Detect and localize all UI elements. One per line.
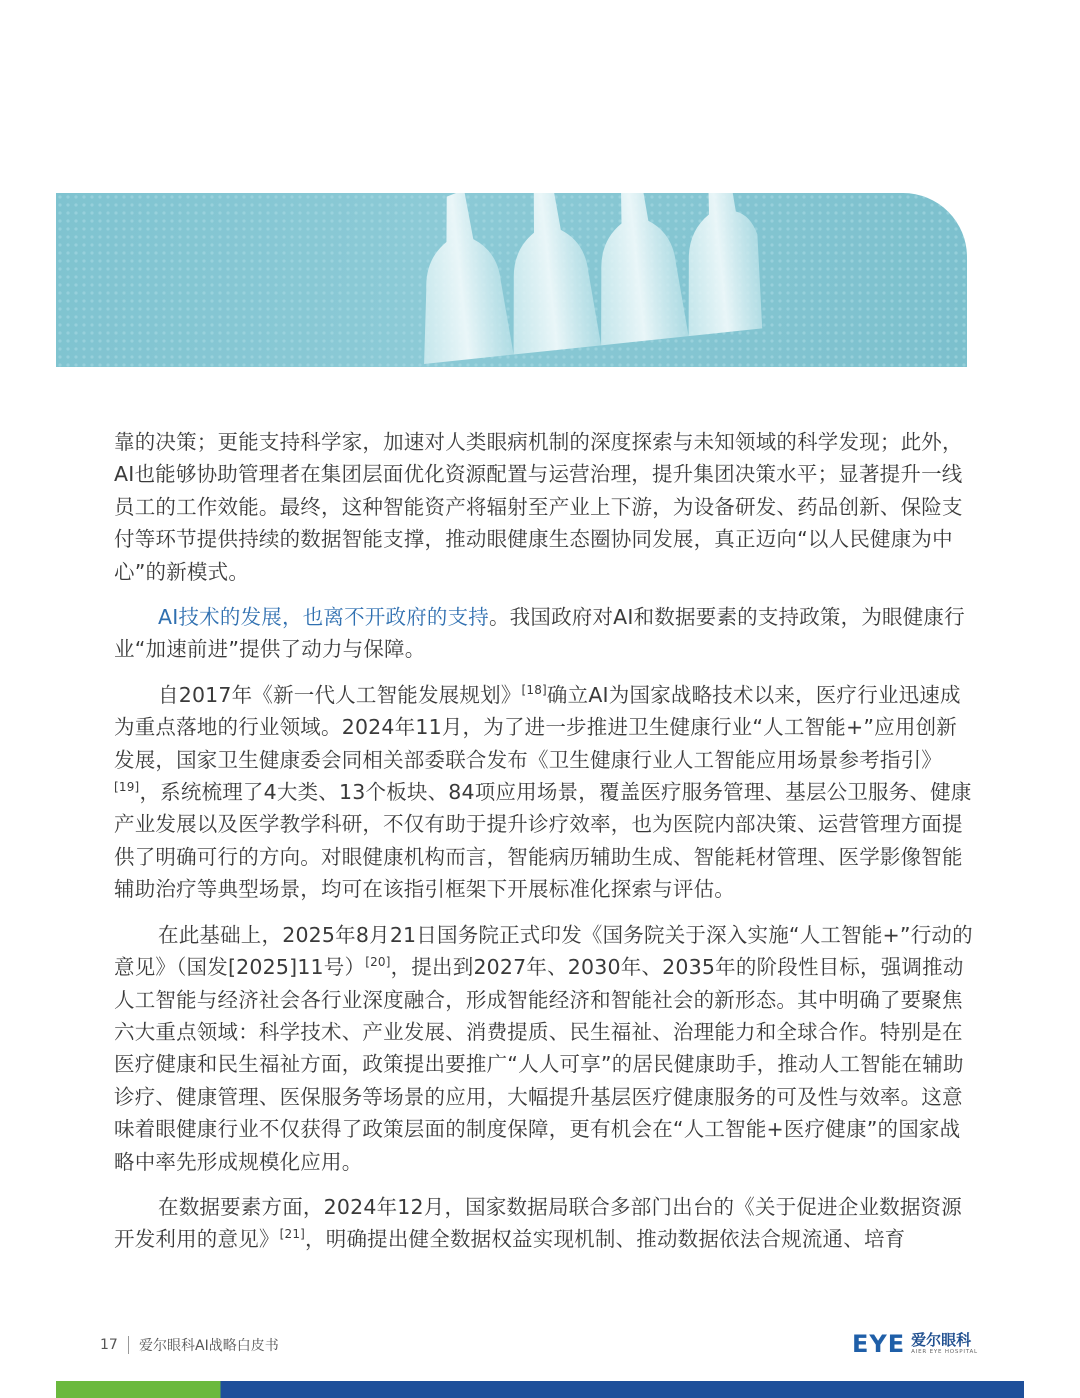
text-segment: ，系统梳理了4大类、13个板块、84项应用场景，覆盖医疗服务管理、基层公卫服务、健康产业发展以及医学教学科研，不仅有助于提升诊疗效率，也为医院内部决策、运营管理方面提供了明确可行的方向。对眼健康机构而言，智能病历辅助生成、智能耗材管理、医学影像智能辅助治疗等典型场景，均可在该指引框架下开展标准化探索与评估。 [114, 780, 972, 902]
hero-image-eye-drop-vials [56, 193, 967, 367]
text-segment: 自2017年《新一代人工智能发展规划》 [158, 682, 522, 707]
vials-illustration [56, 193, 967, 367]
text-segment: 在数据要素方面，2024年12月，国家数据局联合多部门出台的《关于促进企业数据资源开发利用的意见》 [114, 1194, 962, 1252]
page-footer [100, 1333, 279, 1357]
paragraph [114, 679, 974, 906]
text-segment: ，明确提出健全数据权益实现机制、推动数据依法合规流通、培育 [305, 1227, 906, 1252]
aier-eye-logo [852, 1330, 978, 1358]
logo-name-en: AIER EYE HOSPITAL [911, 1349, 978, 1355]
document-title: 爱尔眼科AI战略白皮书 [139, 1338, 279, 1354]
text-segment: ，提出到2027年、2030年、2035年的阶段性目标，强调推动人工智能与经济社会各行业深度融合，形成智能经济和智能社会的新形态。其中明确了要聚焦六大重点领域：科学技术、产业发展、消费提质、民生福祉、治理能力和全球合作。特别是在医疗健康和民生福祉方面，政策提出要推广“人人可享”的居民健康助手，推动人工智能在辅助诊疗、健康管理、医保服务等场景的应用，大幅提升基层医疗健康服务的可及性与效率。这意味着眼健康行业不仅获得了政策层面的制度保障，更有机会在“人工智能+医疗健康”的国家战略中率先形成规模化应用。 [114, 955, 964, 1174]
paragraph [114, 1191, 974, 1256]
logo-mark: EYE [852, 1330, 906, 1358]
logo-text [911, 1332, 978, 1356]
logo-name-cn: 爱尔眼科 [911, 1331, 972, 1349]
citation-ref: [21] [279, 1227, 306, 1242]
text-segment: 靠的决策；更能支持科学家，加速对人类眼病机制的深度探索与未知领域的科学发现；此外，AI也能够协助管理者在集团层面优化资源配置与运营治理，提升集团决策水平；显著提升一线员工的工作效能。最终，这种智能资产将辐射至产业上下游，为设备研发、药品创新、保险支付等环节提供持续的数据智能支撑，推动眼健康生态圈协同发展，真正迈向“以人民健康为中心”的新模式。 [114, 430, 963, 584]
footer-divider [128, 1336, 129, 1354]
citation-ref: [18] [521, 682, 547, 697]
paragraph [114, 426, 974, 588]
page-number: 17 [100, 1337, 118, 1353]
citation-ref: [20] [365, 955, 391, 970]
highlighted-text: AI技术的发展，也离不开政府的支持 [158, 605, 489, 630]
bottom-color-bar [56, 1381, 1024, 1398]
paragraph [114, 919, 974, 1178]
text-segment: 确立AI为国家战略技术以来，医疗行业迅速成为重点落地的行业领域。2024年11月，为了进一步推进卫生健康行业“人工智能+”应用创新发展，国家卫生健康委会同相关部委联合发布《卫生健康行业人工智能应用场景参考指引》 [114, 682, 961, 772]
paragraph [114, 601, 974, 666]
text-segment: 。我国政府对AI和数据要素的支持政策，为眼健康行业“加速前进”提供了动力与保障。 [114, 605, 965, 662]
body-text [114, 426, 974, 1269]
citation-ref: [19] [114, 780, 140, 795]
text-segment: 在此基础上，2025年8月21日国务院正式印发《国务院关于深入实施“人工智能+”行动的意见》（国发[2025]11号） [114, 922, 973, 980]
